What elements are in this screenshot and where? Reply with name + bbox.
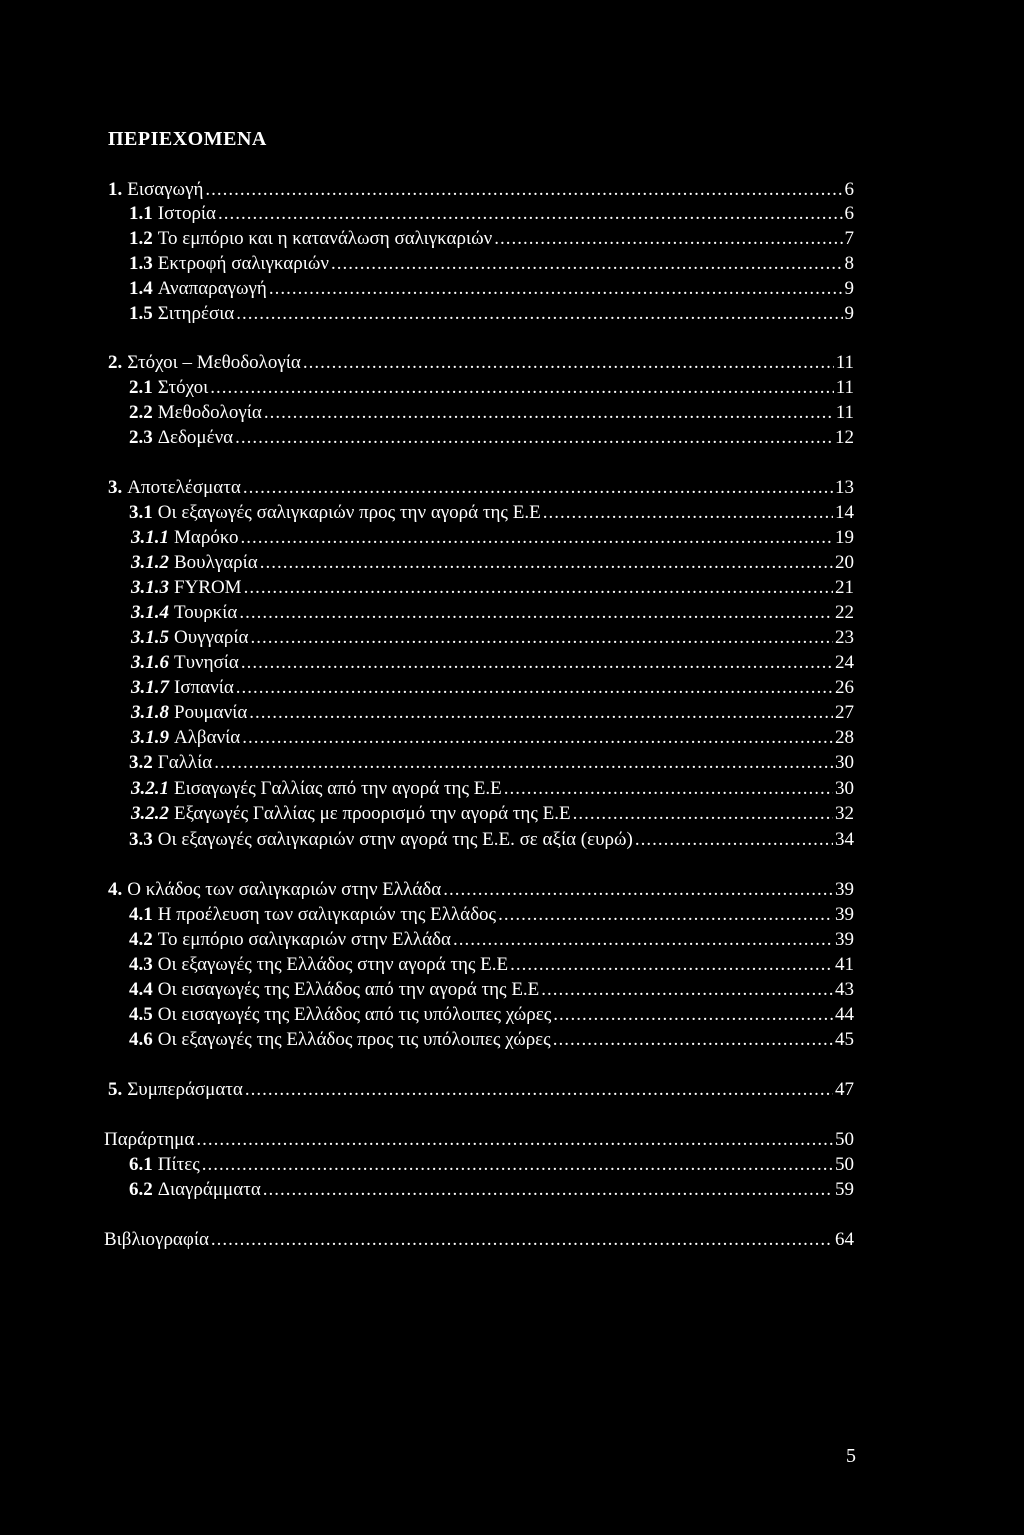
toc-entry-page: 44 (835, 1004, 854, 1025)
toc-entry-label (131, 577, 242, 599)
toc-entry-page: 27 (835, 702, 854, 723)
toc-entry-text: Τυνησία (174, 652, 239, 673)
toc-entry-label (108, 179, 203, 201)
toc-entry-page: 12 (835, 427, 854, 448)
toc-entry-number: 3.2 (129, 752, 153, 773)
toc-entry-text: FYROM (174, 577, 242, 598)
dot-leader (331, 253, 843, 275)
toc-entry-label (131, 803, 571, 825)
toc-entry-label (104, 1229, 209, 1251)
toc-entry[interactable] (131, 778, 854, 800)
toc-entry-label (108, 879, 441, 901)
dot-leader (263, 1179, 833, 1201)
toc-entry-text: Βιβλιογραφία (104, 1229, 209, 1250)
dot-leader (498, 904, 833, 926)
toc-entry-text: Το εμπόριο και η κατανάλωση σαλιγκαριών (157, 228, 493, 249)
toc-entry-number: 3.1.2 (131, 552, 169, 573)
toc-entry[interactable] (131, 677, 854, 699)
toc-entry-number: 6.1 (129, 1154, 153, 1175)
toc-entry-label (129, 278, 267, 300)
toc-entry[interactable] (131, 602, 854, 624)
toc-entry-page: 11 (835, 402, 854, 423)
toc-entry[interactable] (129, 1154, 854, 1176)
toc-entry-page: 23 (835, 627, 854, 648)
toc-entry-label (129, 904, 496, 926)
toc-entry-page: 21 (835, 577, 854, 598)
dot-leader (504, 778, 833, 800)
toc-entry-page: 41 (835, 954, 854, 975)
toc-entry-text: Οι εξαγωγές σαλιγκαριών στην αγορά της Ε.Ε. σε αξία (ευρώ) (157, 829, 633, 850)
toc-entry-text: Εισαγωγές Γαλλίας από την αγορά της Ε.Ε (174, 778, 502, 799)
toc-entry-page: 9 (844, 278, 854, 299)
toc-entry-number: 1.1 (129, 203, 153, 224)
dot-leader (244, 577, 833, 599)
toc-entry-label (131, 602, 237, 624)
toc-entry-label (108, 1079, 243, 1101)
toc-entry-page: 39 (835, 879, 854, 900)
dot-leader (235, 427, 833, 449)
toc-entry-text: Δεδομένα (157, 427, 234, 448)
toc-entry-text: Το εμπόριο σαλιγκαριών στην Ελλάδα (157, 929, 451, 950)
toc-entry-number: 3.3 (129, 829, 153, 850)
dot-leader (453, 929, 833, 951)
toc-entry-label (129, 1029, 551, 1051)
toc-entry-label (129, 502, 541, 524)
dot-leader (443, 879, 833, 901)
toc-entry-page: 6 (844, 203, 854, 224)
toc-entry[interactable] (129, 303, 854, 325)
toc-entry-text: Ο κλάδος των σαλιγκαριών στην Ελλάδα (127, 879, 442, 900)
toc-entry[interactable] (129, 253, 854, 275)
toc-entry-number: 3.1.9 (131, 727, 169, 748)
toc-entry[interactable] (129, 829, 854, 851)
dot-leader (249, 702, 833, 724)
toc-entry-text: Μεθοδολογία (157, 402, 262, 423)
toc-entry-page: 6 (844, 179, 854, 200)
toc-entry[interactable] (129, 203, 854, 225)
toc-entry-text: Στόχοι – Μεθοδολογία (127, 352, 301, 373)
toc-entry-label (129, 1004, 551, 1026)
toc-entry[interactable] (129, 954, 854, 976)
toc-entry-label (108, 352, 301, 374)
toc-entry-label (129, 377, 208, 399)
dot-leader (264, 402, 834, 424)
toc-entry-number: 1.2 (129, 228, 153, 249)
toc-entry-label (129, 979, 539, 1001)
dot-leader (269, 278, 843, 300)
toc-entry-number: 1. (108, 179, 123, 200)
toc-entry[interactable] (108, 179, 854, 201)
toc-entry-number: 3.1.6 (131, 652, 169, 673)
toc-entry-number: 5. (108, 1079, 123, 1100)
toc-entry-number: 1.4 (129, 278, 153, 299)
dot-leader (196, 1129, 833, 1151)
toc-entry-page: 13 (835, 477, 854, 498)
toc-entry-page: 47 (835, 1079, 854, 1100)
dot-leader (236, 677, 833, 699)
toc-entry[interactable] (104, 1229, 854, 1251)
toc-entry-page: 9 (844, 303, 854, 324)
toc-entry[interactable] (129, 1029, 854, 1051)
toc-entry-number: 6.2 (129, 1179, 153, 1200)
dot-leader (573, 803, 833, 825)
toc-entry-text: Η προέλευση των σαλιγκαριών της Ελλάδος (157, 904, 497, 925)
toc-entry-text: Οι εισαγωγές της Ελλάδος από την αγορά της Ε.Ε (157, 979, 540, 1000)
toc-entry-text: Σιτηρέσια (157, 303, 235, 324)
toc-entry-label (129, 1154, 200, 1176)
toc-entry-text: Ισπανία (174, 677, 234, 698)
toc-entry-label (129, 929, 451, 951)
toc-entry-label (129, 1179, 261, 1201)
toc-entry[interactable] (108, 477, 854, 499)
toc-entry-number: 4. (108, 879, 123, 900)
toc-entry-text: Διαγράμματα (157, 1179, 261, 1200)
dot-leader (541, 979, 833, 1001)
toc-entry-text: Ρουμανία (174, 702, 248, 723)
toc-entry[interactable] (131, 803, 854, 825)
toc-entry[interactable] (129, 1004, 854, 1026)
dot-leader (218, 203, 842, 225)
toc-entry[interactable] (129, 402, 854, 424)
toc-entry-label (131, 778, 502, 800)
toc-entry-label (129, 402, 262, 424)
toc-entry-label (131, 677, 234, 699)
toc-entry-text: Στόχοι (157, 377, 209, 398)
toc-entry-text: Οι εισαγωγές της Ελλάδος από τις υπόλοιπες χώρες (157, 1004, 552, 1025)
toc-entry-text: Οι εξαγωγές της Ελλάδος στην αγορά της Ε.Ε (157, 954, 509, 975)
dot-leader (214, 752, 833, 774)
toc-entry-page: 7 (844, 228, 854, 249)
toc-entry-text: Μαρόκο (174, 527, 239, 548)
toc-entry-number: 3.2.1 (131, 778, 169, 799)
dot-leader (202, 1154, 833, 1176)
toc-entry-page: 28 (835, 727, 854, 748)
toc-entry-text: Τουρκία (174, 602, 238, 623)
toc-entry-label (104, 1129, 194, 1151)
toc-entry[interactable] (108, 1079, 854, 1101)
toc-entry[interactable] (129, 278, 854, 300)
toc-entry-number: 3.1.5 (131, 627, 169, 648)
toc-entry[interactable] (129, 377, 854, 399)
toc-entry-number: 3.1.4 (131, 602, 169, 623)
dot-leader (205, 179, 842, 201)
toc-entry-text: Αποτελέσματα (127, 477, 241, 498)
toc-entry-text: Οι εξαγωγές σαλιγκαριών προς την αγορά της Ε.Ε (157, 502, 541, 523)
toc-entry-page: 59 (835, 1179, 854, 1200)
dot-leader (211, 1229, 833, 1251)
dot-leader (303, 352, 834, 374)
toc-entry-number: 4.2 (129, 929, 153, 950)
toc-entry-number: 4.3 (129, 954, 153, 975)
toc-entry-page: 14 (835, 502, 854, 523)
toc-entry-page: 45 (835, 1029, 854, 1050)
toc-entry-label (131, 727, 240, 749)
toc-entry-page: 19 (835, 527, 854, 548)
toc-entry-page: 50 (835, 1154, 854, 1175)
toc-entry[interactable] (108, 352, 854, 374)
dot-leader (210, 377, 833, 399)
toc-entry-page: 64 (835, 1229, 854, 1250)
toc-entry-label (129, 303, 234, 325)
toc-entry-label (131, 627, 248, 649)
toc-entry-number: 4.6 (129, 1029, 153, 1050)
toc-entry-number: 3.2.2 (131, 803, 169, 824)
toc-entry-text: Παράρτημα (104, 1129, 195, 1150)
toc-entry[interactable] (131, 552, 854, 574)
toc-entry-number: 2.2 (129, 402, 153, 423)
toc-entry-page: 39 (835, 929, 854, 950)
toc-entry-number: 1.3 (129, 253, 153, 274)
toc-entry-label (129, 427, 233, 449)
dot-leader (553, 1029, 833, 1051)
toc-entry-label (131, 702, 247, 724)
dot-leader (243, 477, 833, 499)
toc-entry-text: Αλβανία (174, 727, 241, 748)
toc-entry-text: Εξαγωγές Γαλλίας με προορισμό την αγορά της Ε.Ε (174, 803, 571, 824)
toc-entry[interactable] (129, 929, 854, 951)
toc-entry[interactable] (131, 577, 854, 599)
toc-entry-page: 20 (835, 552, 854, 573)
toc-entry-text: Ιστορία (157, 203, 217, 224)
toc-entry-text: Γαλλία (157, 752, 213, 773)
toc-entry-page: 30 (835, 752, 854, 773)
toc-entry-page: 11 (835, 377, 854, 398)
toc-entry-label (108, 477, 241, 499)
toc-entry-page: 34 (835, 829, 854, 850)
toc-entry-text: Βουλγαρία (174, 552, 258, 573)
toc-entry-number: 3.1.7 (131, 677, 169, 698)
toc-entry-number: 2. (108, 352, 123, 373)
toc-entry-number: 3.1.3 (131, 577, 169, 598)
toc-entry-page: 30 (835, 778, 854, 799)
toc-entry-page: 8 (844, 253, 854, 274)
dot-leader (510, 954, 833, 976)
dot-leader (241, 527, 834, 549)
toc-entry[interactable] (129, 502, 854, 524)
toc-entry[interactable] (108, 879, 854, 901)
toc-entry-text: Συμπεράσματα (127, 1079, 243, 1100)
toc-entry[interactable] (129, 427, 854, 449)
toc-entry-label (131, 527, 239, 549)
toc-entry[interactable] (104, 1129, 854, 1151)
dot-leader (245, 1079, 833, 1101)
dot-leader (236, 303, 842, 325)
page-title: ΠΕΡΙΕΧΟΜΕΝΑ (108, 128, 267, 150)
toc-entry-number: 2.1 (129, 377, 153, 398)
toc-entry-number: 4.1 (129, 904, 153, 925)
dot-leader (494, 228, 842, 250)
toc-entry-page: 39 (835, 904, 854, 925)
toc-entry-text: Οι εξαγωγές της Ελλάδος προς τις υπόλοιπες χώρες (157, 1029, 551, 1050)
toc-entry[interactable] (131, 652, 854, 674)
toc-entry-label (131, 652, 239, 674)
page-number: 5 (846, 1445, 856, 1467)
toc-entry-number: 3.1.1 (131, 527, 169, 548)
toc-entry[interactable] (129, 979, 854, 1001)
dot-leader (241, 652, 833, 674)
toc-entry-number: 4.4 (129, 979, 153, 1000)
dot-leader (635, 829, 833, 851)
toc-entry-text: Αναπαραγωγή (157, 278, 267, 299)
toc-entry-number: 4.5 (129, 1004, 153, 1025)
toc-entry[interactable] (131, 727, 854, 749)
toc-entry-page: 26 (835, 677, 854, 698)
dot-leader (242, 727, 833, 749)
toc-entry-label (129, 954, 508, 976)
toc-entry-page: 43 (835, 979, 854, 1000)
toc-entry-page: 22 (835, 602, 854, 623)
toc-entry-page: 11 (835, 352, 854, 373)
dot-leader (553, 1004, 833, 1026)
toc-entry-text: Εκτροφή σαλιγκαριών (157, 253, 329, 274)
toc-entry-label (129, 203, 216, 225)
toc-entry-label (129, 829, 633, 851)
dot-leader (239, 602, 833, 624)
toc-entry[interactable] (129, 904, 854, 926)
toc-entry-text: Πίτες (157, 1154, 200, 1175)
toc-entry-label (129, 228, 492, 250)
toc-entry[interactable] (129, 752, 854, 774)
toc-entry-label (131, 552, 258, 574)
toc-entry-label (129, 253, 329, 275)
toc-entry-number: 3.1 (129, 502, 153, 523)
dot-leader (250, 627, 833, 649)
dot-leader (260, 552, 833, 574)
toc-entry-label (129, 752, 212, 774)
toc-entry-text: Εισαγωγή (127, 179, 204, 200)
toc-entry-text: Ουγγαρία (174, 627, 249, 648)
toc-entry-number: 2.3 (129, 427, 153, 448)
toc-entry[interactable] (129, 1179, 854, 1201)
toc-entry-number: 3. (108, 477, 123, 498)
toc-entry-number: 1.5 (129, 303, 153, 324)
toc-entry-page: 32 (835, 803, 854, 824)
toc-entry-number: 3.1.8 (131, 702, 169, 723)
toc-entry-page: 50 (835, 1129, 854, 1150)
dot-leader (543, 502, 833, 524)
toc-entry[interactable] (131, 527, 854, 549)
toc-entry[interactable] (131, 627, 854, 649)
toc-entry-page: 24 (835, 652, 854, 673)
toc-entry[interactable] (129, 228, 854, 250)
toc-entry[interactable] (131, 702, 854, 724)
